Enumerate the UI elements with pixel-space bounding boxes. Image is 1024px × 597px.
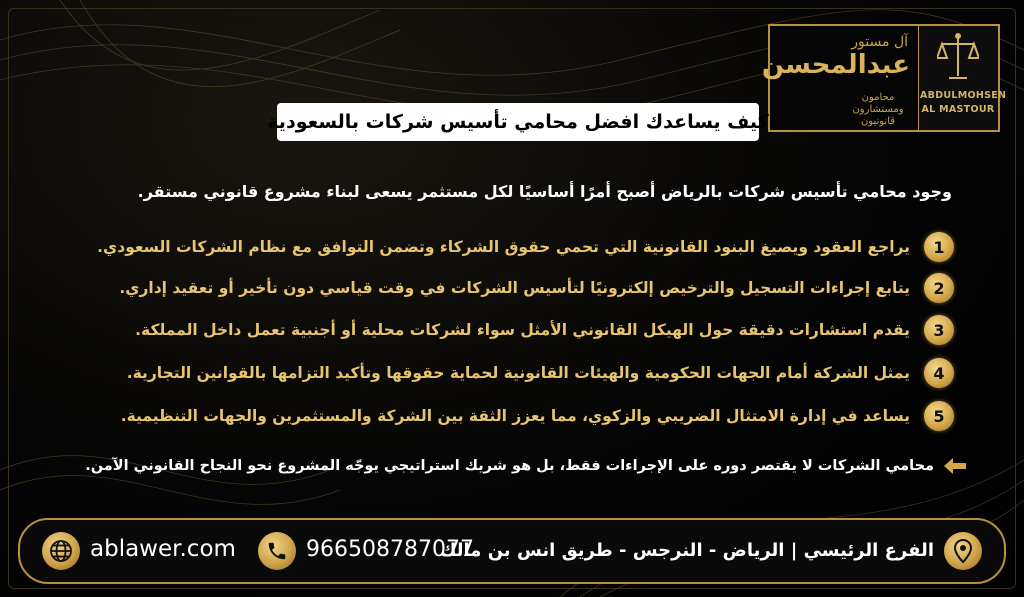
number-badge: 2 — [924, 273, 954, 303]
arrow-left-icon — [944, 458, 966, 474]
number-badge: 4 — [924, 358, 954, 388]
list-item — [54, 272, 954, 304]
title-bar — [267, 103, 769, 141]
globe-icon — [42, 532, 80, 570]
number-badge: 5 — [924, 401, 954, 431]
phone-icon — [258, 532, 296, 570]
website-link[interactable]: ablawer.com — [90, 536, 236, 562]
list-item-text: يقدم استشارات دقيقة حول الهيكل القانوني الأمثل سواء لشركات محلية أو أجنبية تعمل داخل المملكة. — [135, 321, 910, 339]
list-item-text: يتابع إجراءات التسجيل والترخيص إلكترونيًا لتأسيس الشركات في وقت قياسي دون تأخير أو تعقيد إداري. — [119, 279, 910, 297]
page-title: كيف يساعدك افضل محامي تأسيس شركات بالسعودية — [267, 111, 769, 133]
list-item-text: يراجع العقود ويصيغ البنود القانونية التي تحمي حقوق الشركاء وتضمن التوافق مع نظام الشركات السعودي. — [97, 238, 910, 256]
list-item — [54, 357, 954, 389]
logo-ar-sub-2: ومستشارون — [852, 104, 904, 115]
logo-ar-main: عبدالمحسن — [761, 50, 910, 80]
contact-footer — [18, 518, 1006, 584]
logo-ar-sub-1: محامون — [861, 92, 895, 103]
location-pin-icon — [944, 532, 982, 570]
number-badge: 3 — [924, 315, 954, 345]
logo — [761, 24, 1007, 132]
conclusion — [85, 455, 966, 477]
list-item-text: يمثل الشركة أمام الجهات الحكومية والهيئات القانونية لحماية حقوقها وتأكيد التزامها بالقوانين التجارية. — [126, 364, 910, 382]
logo-en-line-1: ABDULMOHSEN — [920, 90, 1007, 101]
list-item — [54, 231, 954, 263]
phone-number[interactable]: 966508787077 — [306, 537, 474, 562]
number-badge: 1 — [924, 232, 954, 262]
logo-emblem — [918, 26, 1007, 130]
intro-text: وجود محامي تأسيس شركات بالرياض أصبح أمرًا أساسيًا لكل مستثمر يسعى لبناء مشروع قانوني مستقر. — [137, 182, 952, 201]
conclusion-text: محامي الشركات لا يقتصر دوره على الإجراءات فقط، بل هو شريك استراتيجي يوجّه المشروع نحو النجاح القانوني الآمن. — [85, 458, 934, 474]
scales-of-justice-icon — [937, 32, 979, 84]
logo-ar-top: آل مستور — [851, 34, 908, 50]
list-item-text: يساعد في إدارة الامتثال الضريبي والزكوي، مما يعزز الثقة بين الشركة والمستثمرين والجهات التنظيمية. — [120, 407, 910, 425]
address-text: الفرع الرئيسي | الرياض - النرجس - طريق انس بن مالك — [440, 540, 934, 561]
logo-ar-sub-3: قانونيون — [860, 116, 896, 127]
list-item — [54, 314, 954, 346]
list-item — [54, 400, 954, 432]
logo-en-line-2: AL MASTOUR — [921, 104, 995, 115]
